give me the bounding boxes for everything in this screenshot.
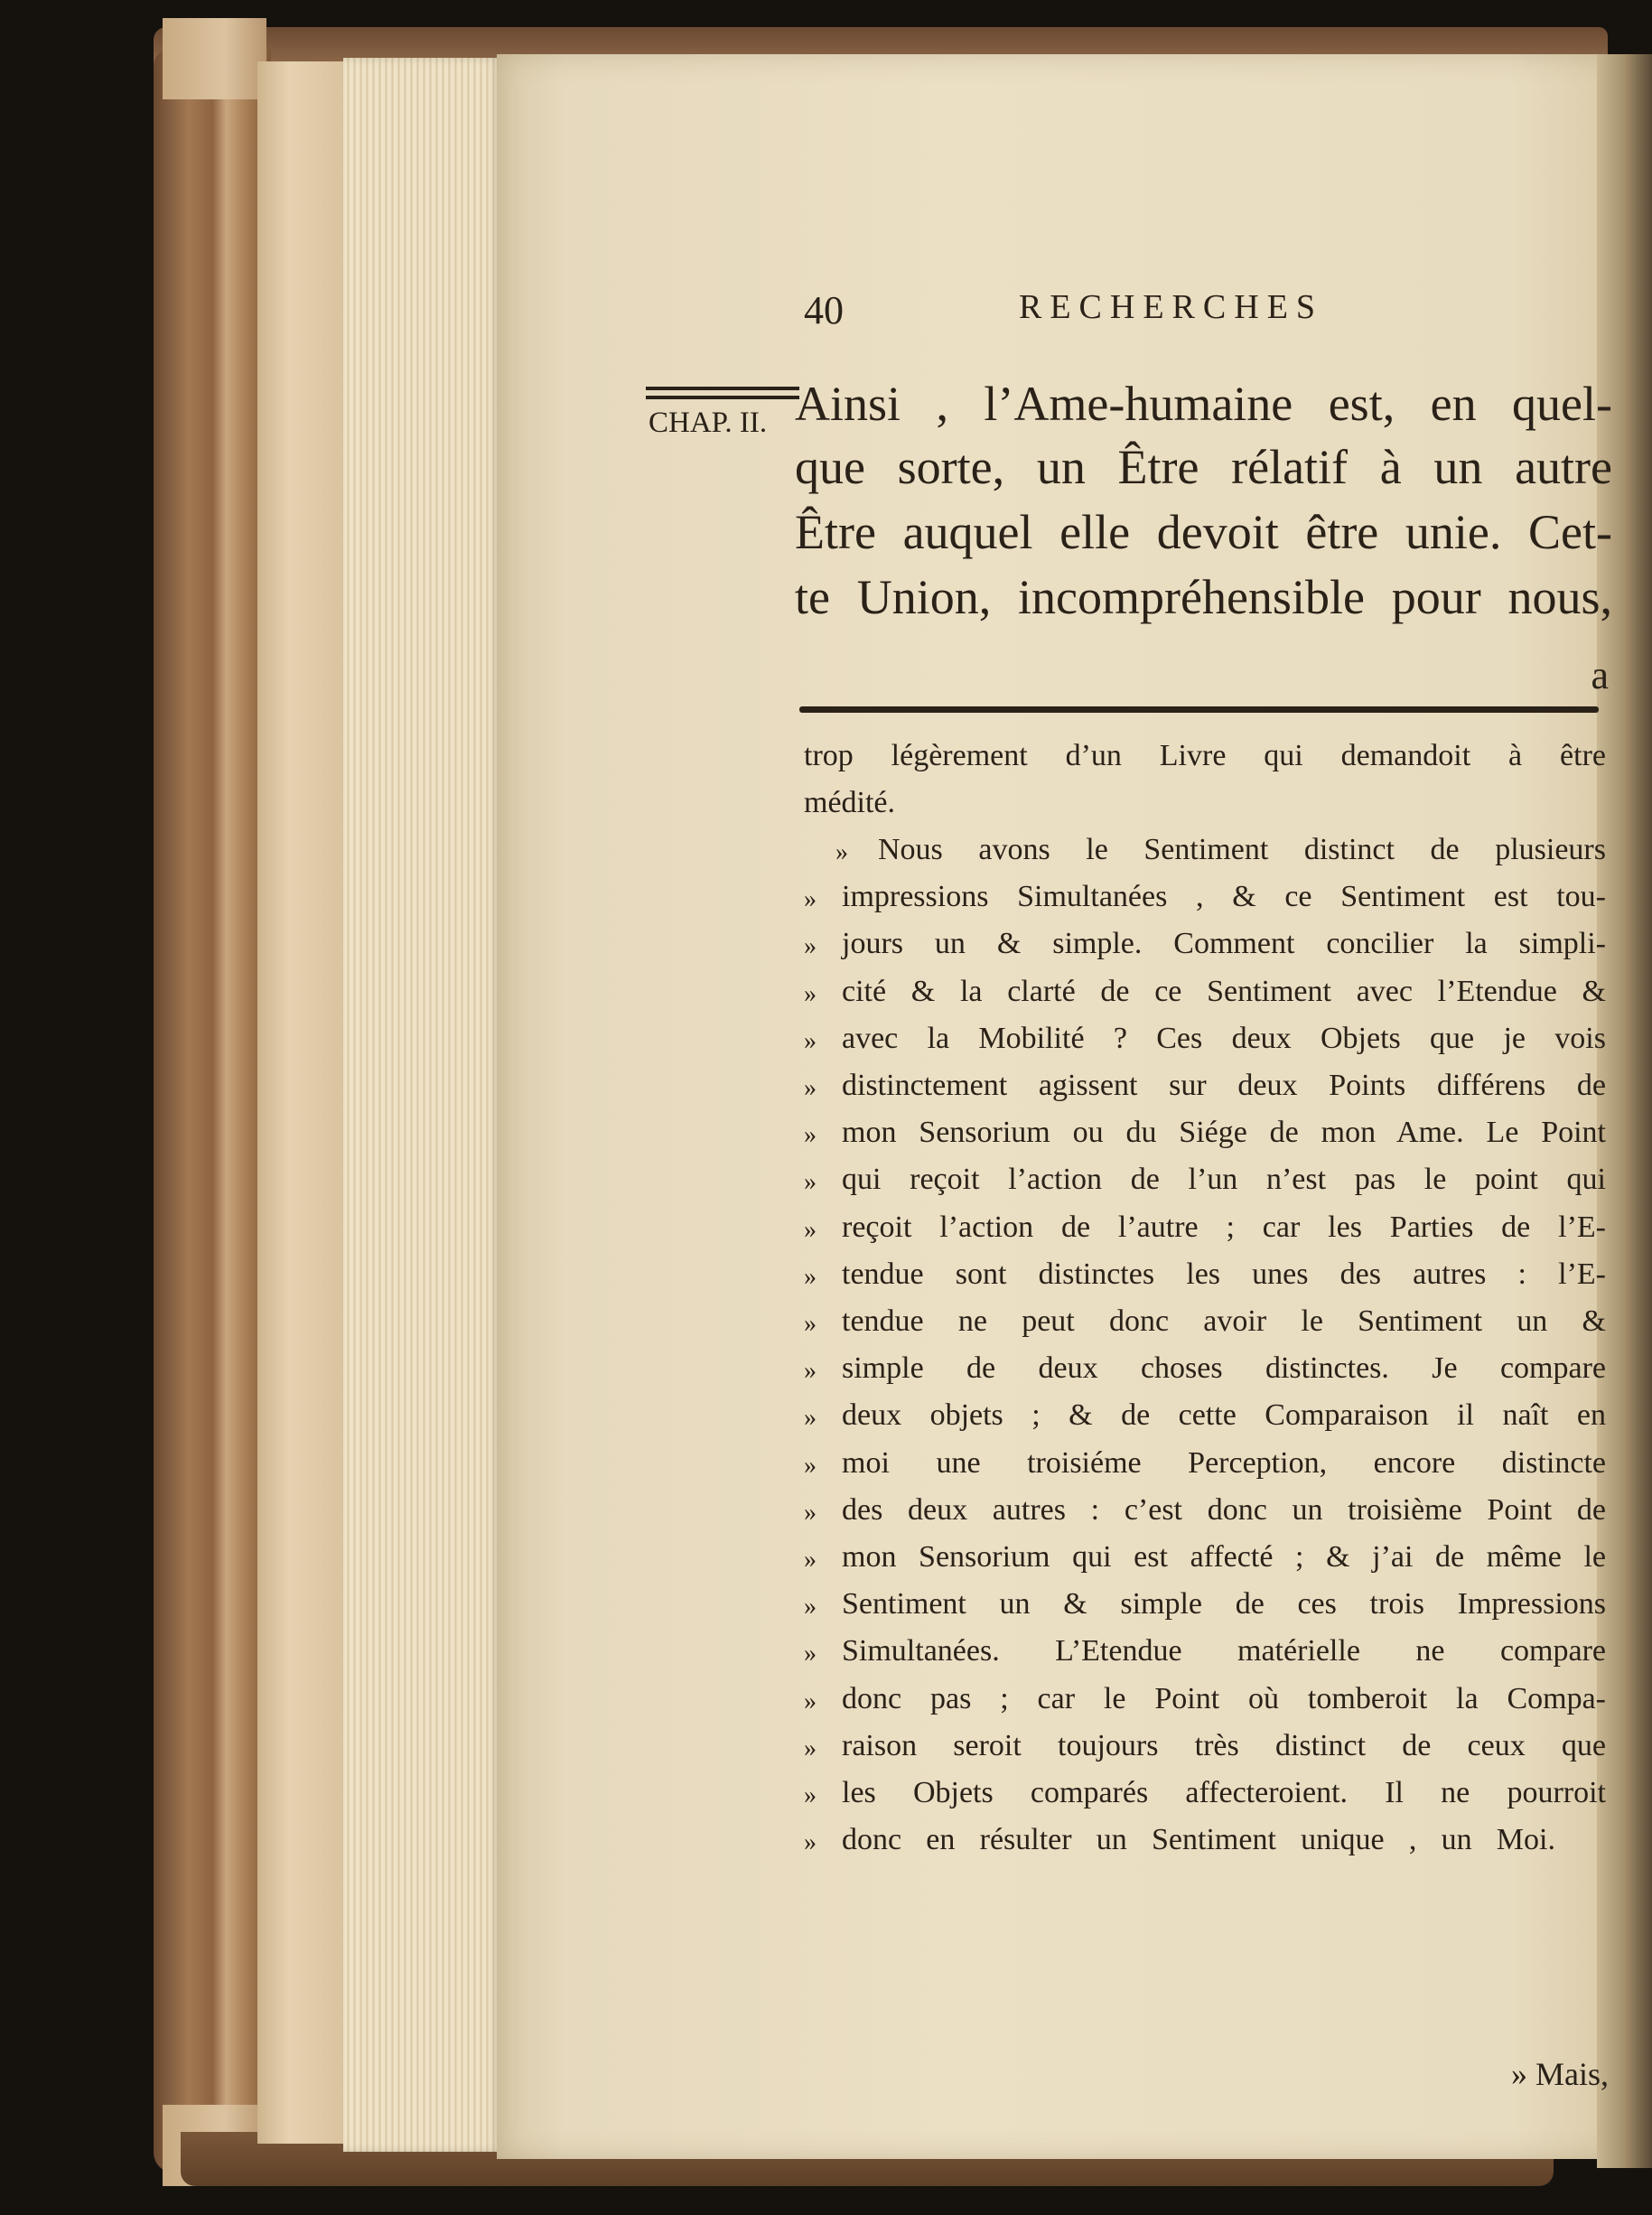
footnote-line: cité & la clarté de ce Sentiment avec l’Etendue & bbox=[842, 975, 1606, 1008]
quote-mark: » bbox=[804, 1263, 817, 1291]
footnote-line: qui reçoit l’action de l’un n’est pas le point qui bbox=[842, 1163, 1606, 1196]
quote-mark: » bbox=[804, 1499, 817, 1527]
footnote-separator-rule bbox=[799, 706, 1599, 713]
margin-rule-bottom bbox=[646, 396, 799, 399]
quote-mark: » bbox=[804, 1452, 817, 1480]
footnote-line: deux objets ; & de cette Comparaison il naît en bbox=[842, 1398, 1606, 1432]
book-cover-spine-edge bbox=[154, 50, 271, 2173]
footnote-line: raison seroit toujours très distinct de ceux que bbox=[842, 1729, 1606, 1762]
footnote-line: les Objets comparés affecteroient. Il ne pourroit bbox=[842, 1776, 1606, 1809]
quote-mark: » bbox=[804, 1027, 817, 1055]
main-catchword: a bbox=[1591, 653, 1609, 697]
margin-rule-top bbox=[646, 387, 799, 390]
page-gutter-fold bbox=[1597, 54, 1652, 2168]
main-text-line: Être auquel elle devoit être unie. Cet- bbox=[795, 505, 1612, 559]
quote-mark: » bbox=[804, 932, 817, 960]
footnote-line: Simultanées. L’Etendue matérielle ne compare bbox=[842, 1634, 1606, 1668]
quote-mark: » bbox=[804, 1734, 817, 1762]
footnote-line: mon Sensorium qui est affecté ; & j’ai de même le bbox=[842, 1540, 1606, 1574]
footnote-line: distinctement agissent sur deux Points différens de bbox=[842, 1069, 1606, 1102]
footnote-line: des deux autres : c’est donc un troisième Point de bbox=[842, 1493, 1606, 1527]
chapter-margin-note: CHAP. II. bbox=[649, 407, 768, 439]
cover-band-top bbox=[163, 18, 266, 99]
main-text-line: que sorte, un Être rélatif à un autre bbox=[795, 440, 1612, 494]
footnote-intro-line: trop légèrement d’un Livre qui demandoit à être bbox=[804, 739, 1606, 772]
footnote-line: avec la Mobilité ? Ces deux Objets que je vois bbox=[842, 1022, 1606, 1055]
footnote-line: moi une troisiéme Perception, encore distincte bbox=[842, 1446, 1606, 1480]
quote-mark: » bbox=[804, 1546, 817, 1574]
quote-mark: » bbox=[804, 1121, 817, 1149]
page-edges-stack bbox=[343, 58, 501, 2152]
quote-mark: » bbox=[804, 980, 817, 1008]
footnote-line: donc en résulter un Sentiment unique , un Moi. bbox=[842, 1823, 1555, 1856]
footnote-line: reçoit l’action de l’autre ; car les Parties de l’E- bbox=[842, 1210, 1606, 1244]
quote-mark: » bbox=[804, 1640, 817, 1668]
footnote-line: tendue ne peut donc avoir le Sentiment un & bbox=[842, 1304, 1606, 1338]
footnote-line: Sentiment un & simple de ces trois Impressions bbox=[842, 1587, 1606, 1621]
running-title: RECHERCHES bbox=[1019, 288, 1324, 326]
footnote-line: Nous avons le Sentiment distinct de plusieurs bbox=[878, 833, 1606, 866]
footnote-line: impressions Simultanées , & ce Sentiment est tou- bbox=[842, 880, 1606, 913]
quote-mark: » bbox=[804, 1593, 817, 1621]
quote-mark: » bbox=[804, 1168, 817, 1196]
quote-mark: » bbox=[804, 1074, 817, 1102]
quote-mark: » bbox=[835, 838, 848, 866]
footnote-intro-line: médité. bbox=[804, 786, 896, 819]
quote-mark: » bbox=[804, 1828, 817, 1856]
footnote-line: tendue sont distinctes les unes des autres : l’E- bbox=[842, 1257, 1606, 1291]
quote-mark: » bbox=[804, 1310, 817, 1338]
footnote-line: mon Sensorium ou du Siége de mon Ame. Le Point bbox=[842, 1116, 1606, 1149]
endpaper bbox=[257, 61, 348, 2144]
page-number: 40 bbox=[804, 288, 844, 332]
main-text-line: te Union, incompréhensible pour nous, bbox=[795, 570, 1612, 624]
quote-mark: » bbox=[804, 1216, 817, 1244]
quote-mark: » bbox=[804, 1781, 817, 1809]
footnote-line: simple de deux choses distinctes. Je compare bbox=[842, 1351, 1606, 1385]
footnote-catchword: » Mais, bbox=[1511, 2056, 1609, 2092]
footnote-line: donc pas ; car le Point où tomberoit la Compa- bbox=[842, 1682, 1606, 1715]
main-text-line: Ainsi , l’Ame-humaine est, en quel- bbox=[795, 377, 1612, 431]
quote-mark: » bbox=[804, 1687, 817, 1715]
quote-mark: » bbox=[804, 885, 817, 913]
quote-mark: » bbox=[804, 1404, 817, 1432]
footnote-line: jours un & simple. Comment concilier la simpli- bbox=[842, 927, 1606, 960]
quote-mark: » bbox=[804, 1357, 817, 1385]
